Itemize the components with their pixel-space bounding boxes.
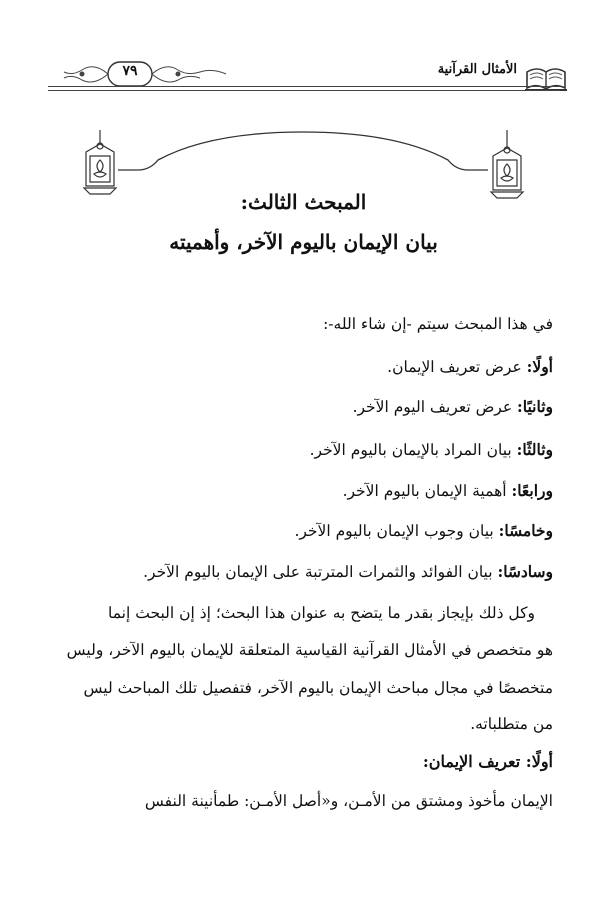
paragraph-line: هو متخصص في الأمثال القرآنية القياسية المتعلقة للإيمان باليوم الآخر، وليس bbox=[66, 641, 553, 659]
paragraph-line: من متطلباته. bbox=[470, 715, 553, 733]
page-number: ٧٩ bbox=[122, 63, 138, 79]
list-item-label: أولًا: bbox=[526, 357, 553, 376]
list-item-text: بيان وجوب الإيمان باليوم الآخر. bbox=[294, 522, 499, 540]
list-item bbox=[343, 481, 553, 500]
subsection-heading: أولًا: تعريف الإيمان: bbox=[422, 752, 553, 771]
list-item bbox=[143, 562, 553, 581]
paragraph-line: وكل ذلك بإيجاز بقدر ما يتضح به عنوان هذا البحث؛ إذ إن البحث إنما bbox=[108, 604, 535, 622]
list-item-text: بيان الفوائد والثمرات المترتبة على الإيمان باليوم الآخر. bbox=[143, 563, 498, 581]
list-item-text: عرض تعريف الإيمان. bbox=[387, 358, 527, 376]
list-item-label: وثالثًا: bbox=[516, 440, 553, 459]
paragraph-line: متخصصًا في مجال مباحث الإيمان باليوم الآخر، فتفصيل تلك المباحث ليس bbox=[83, 679, 553, 697]
list-item-text: بيان المراد بالإيمان باليوم الآخر. bbox=[309, 441, 517, 459]
section-heading: المبحث الثالث: bbox=[240, 190, 367, 214]
list-item bbox=[294, 521, 553, 540]
list-item-label: وثانيًا: bbox=[517, 397, 553, 416]
list-item-label: وسادسًا: bbox=[497, 562, 553, 581]
list-item-text: أهمية الإيمان باليوم الآخر. bbox=[342, 482, 512, 500]
list-item-label: وخامسًا: bbox=[498, 521, 553, 540]
open-book-icon bbox=[523, 58, 569, 98]
running-title: الأمثال القرآنية bbox=[437, 62, 517, 77]
section-subheading: بيان الإيمان باليوم الآخر، وأهميته bbox=[169, 230, 438, 254]
list-item bbox=[353, 397, 553, 416]
intro-line: في هذا المبحث سيتم -إن شاء الله-: bbox=[323, 315, 553, 333]
paragraph-line: الإيمان مأخوذ ومشتق من الأمـن، و«أصل الأمـن: طمأنينة النفس bbox=[144, 792, 553, 810]
list-item-text: عرض تعريف اليوم الآخر. bbox=[352, 398, 518, 416]
list-item bbox=[387, 357, 553, 376]
list-item-label: ورابعًا: bbox=[511, 481, 553, 500]
header-rule-double bbox=[48, 90, 560, 91]
list-item bbox=[310, 440, 553, 459]
header-rule bbox=[48, 86, 560, 87]
